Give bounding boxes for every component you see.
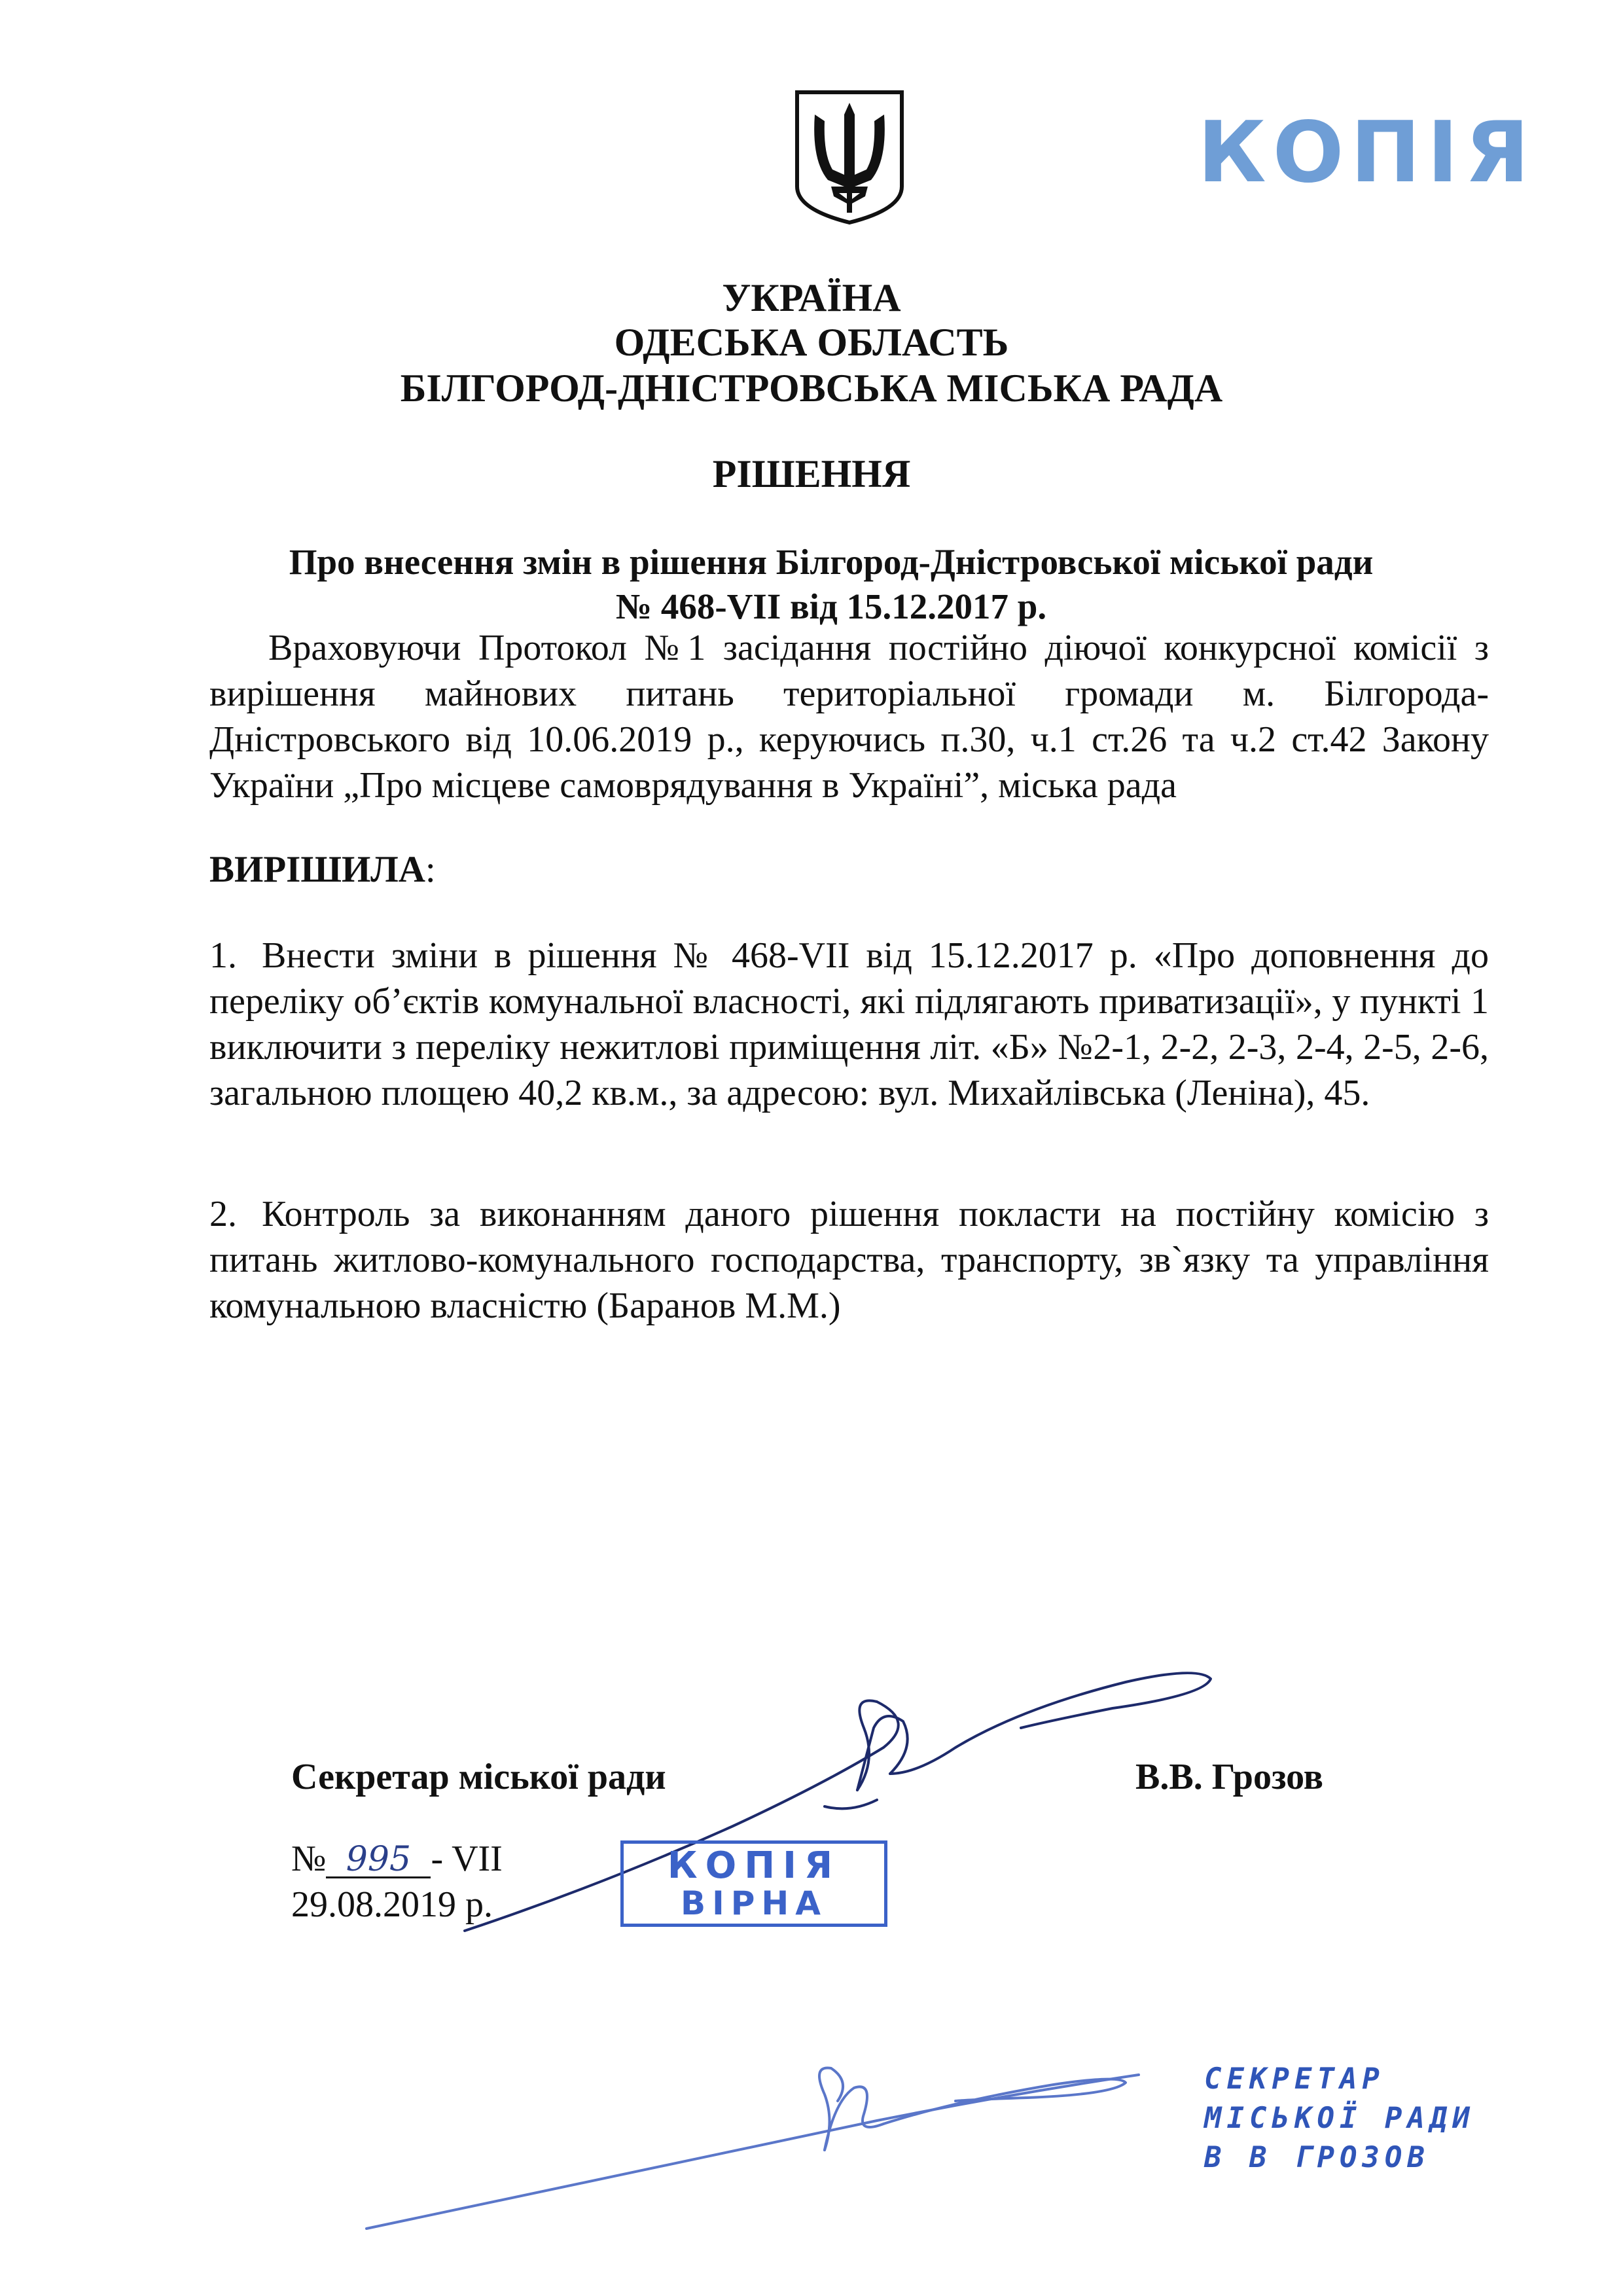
item-text: Контроль за виконанням даного рішення покласти на постійну комісію з питань житлово-комунального господарства, транспорту, зв`язку та управління комунальною власністю (Баранов М.М.) <box>209 1194 1489 1326</box>
resolved-label: ВИРІШИЛА <box>209 849 425 890</box>
subject-line-2: № 468-VII від 15.12.2017 р. <box>615 586 1047 626</box>
registration-handwritten-number: 995 <box>326 1842 431 1878</box>
secretary-stamp-line-2: МІСЬКОЇ РАДИ <box>1204 2102 1475 2135</box>
header-council: БІЛГОРОД-ДНІСТРОВСЬКА МІСЬКА РАДА <box>400 367 1223 410</box>
secretary-stamp-line-1: СЕКРЕТАР <box>1204 2062 1385 2096</box>
secretary-name: В.В. Грозов <box>1135 1757 1323 1797</box>
registration-date: 29.08.2019 р. <box>291 1884 493 1925</box>
coat-of-arms-icon <box>792 88 907 226</box>
true-copy-stamp-line-2: ВІРНА <box>681 1884 827 1922</box>
registration-prefix: № <box>291 1839 327 1879</box>
header-region: ОДЕСЬКА ОБЛАСТЬ <box>614 321 1009 364</box>
copy-stamp: КОПІЯ <box>1198 104 1536 202</box>
item-number: 2. <box>209 1194 237 1234</box>
resolved-colon: : <box>425 849 436 890</box>
document-type: РІШЕННЯ <box>712 452 911 495</box>
true-copy-stamp-line-1: КОПІЯ <box>667 1844 841 1887</box>
true-copy-stamp <box>620 1840 887 1927</box>
subject-line-1: Про внесення змін в рішення Білгород-Дністровської міської ради <box>289 542 1374 582</box>
item-text: Внести зміни в рішення № 468-VII від 15.12.2017 р. «Про доповнення до переліку об’єктів комунальної власності, які підлягають приватизації», у пункті 1 виключити з переліку нежитлові приміщення літ. «Б» №2-1, 2-2, 2-3, 2-4, 2-5, 2-6, загальною площею 40,2 кв.м., за адресою: вул. Михайлівська (Леніна), 45. <box>209 935 1489 1113</box>
secretary-title: Секретар міської ради <box>291 1757 666 1797</box>
resolved-heading <box>209 851 436 888</box>
decision-item <box>209 1191 1489 1329</box>
item-number: 1. <box>209 935 237 976</box>
decision-item <box>209 933 1489 1116</box>
decision-subject <box>196 540 1466 629</box>
registration-suffix: - VII <box>431 1839 503 1879</box>
certification-signature <box>366 2009 1178 2232</box>
preamble-paragraph: Враховуючи Протокол №1 засідання постійно діючої конкурсної комісії з вирішення майнових питань територіальної громади м. Білгорода-Дністровського від 10.06.2019 р., керуючись п.30, ч.1 ст.26 та ч.2 ст.42 Закону України „Про місцеве самоврядування в Україні”, міська рада <box>209 628 1489 806</box>
secretary-stamp-line-3: В В ГРОЗОВ <box>1204 2141 1430 2174</box>
registration-number <box>291 1840 503 1878</box>
header-country: УКРАЇНА <box>722 276 901 319</box>
